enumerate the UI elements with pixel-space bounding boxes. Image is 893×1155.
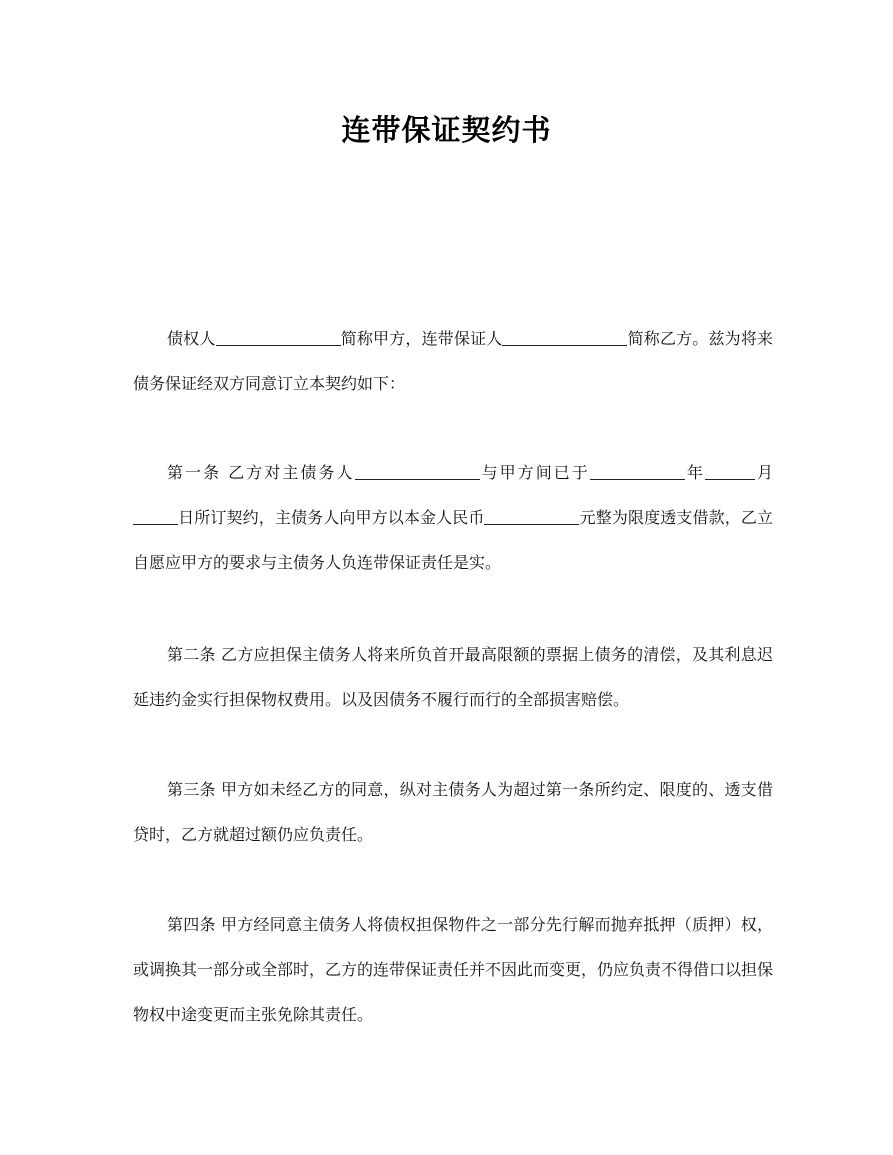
day-blank <box>133 506 178 525</box>
debtor-blank <box>355 461 480 480</box>
article-3-paragraph: 第三条 甲方如未经乙方的同意，纵对主债务人为超过第一条所约定、限度的、透支借贷时，乙方就超过额仍应负责任。 <box>133 780 773 844</box>
article-1-text-5: 日所订契约，主债务人向甲方以本金人民币 <box>178 508 485 527</box>
article-1-text-4: 月 <box>754 463 773 482</box>
article-1-text-2: 与甲方间已于 <box>479 463 590 482</box>
intro-text-2: 简称甲方，连带保证人 <box>340 329 503 348</box>
article-1-text-1: 第一条 乙方对主债务人 <box>167 463 355 482</box>
intro-paragraph <box>133 316 773 406</box>
guarantor-blank <box>502 327 627 346</box>
month-blank <box>705 461 755 480</box>
article-1-text-6: 元整为限度透支借款，乙立自愿应甲方的要求与主债务人负连带保证责任是实。 <box>133 508 773 572</box>
article-1-paragraph <box>133 450 773 585</box>
creditor-blank <box>216 327 341 346</box>
document-title: 连带保证契约书 <box>341 113 552 147</box>
intro-text-3: 简称乙方。兹为将来债务保证经双方同意订立本契约如下： <box>133 329 773 393</box>
article-1-text-3: 年 <box>684 463 705 482</box>
intro-text-1: 债权人 <box>167 329 216 348</box>
year-blank <box>590 461 685 480</box>
article-2-paragraph: 第二条 乙方应担保主债务人将来所负首开最高限额的票据上债务的清偿，及其利息迟延违约金实行担保物权费用。以及因债务不履行而行的全部损害赔偿。 <box>133 645 773 709</box>
amount-blank <box>484 506 579 525</box>
article-4-paragraph: 第四条 甲方经同意主债务人将债权担保物件之一部分先行解而抛弃抵押（质押）权，或调换其一部分或全部时，乙方的连带保证责任并不因此而变更，仍应负责不得借口以担保物权中途变更而主张免除其责任。 <box>133 915 774 1024</box>
